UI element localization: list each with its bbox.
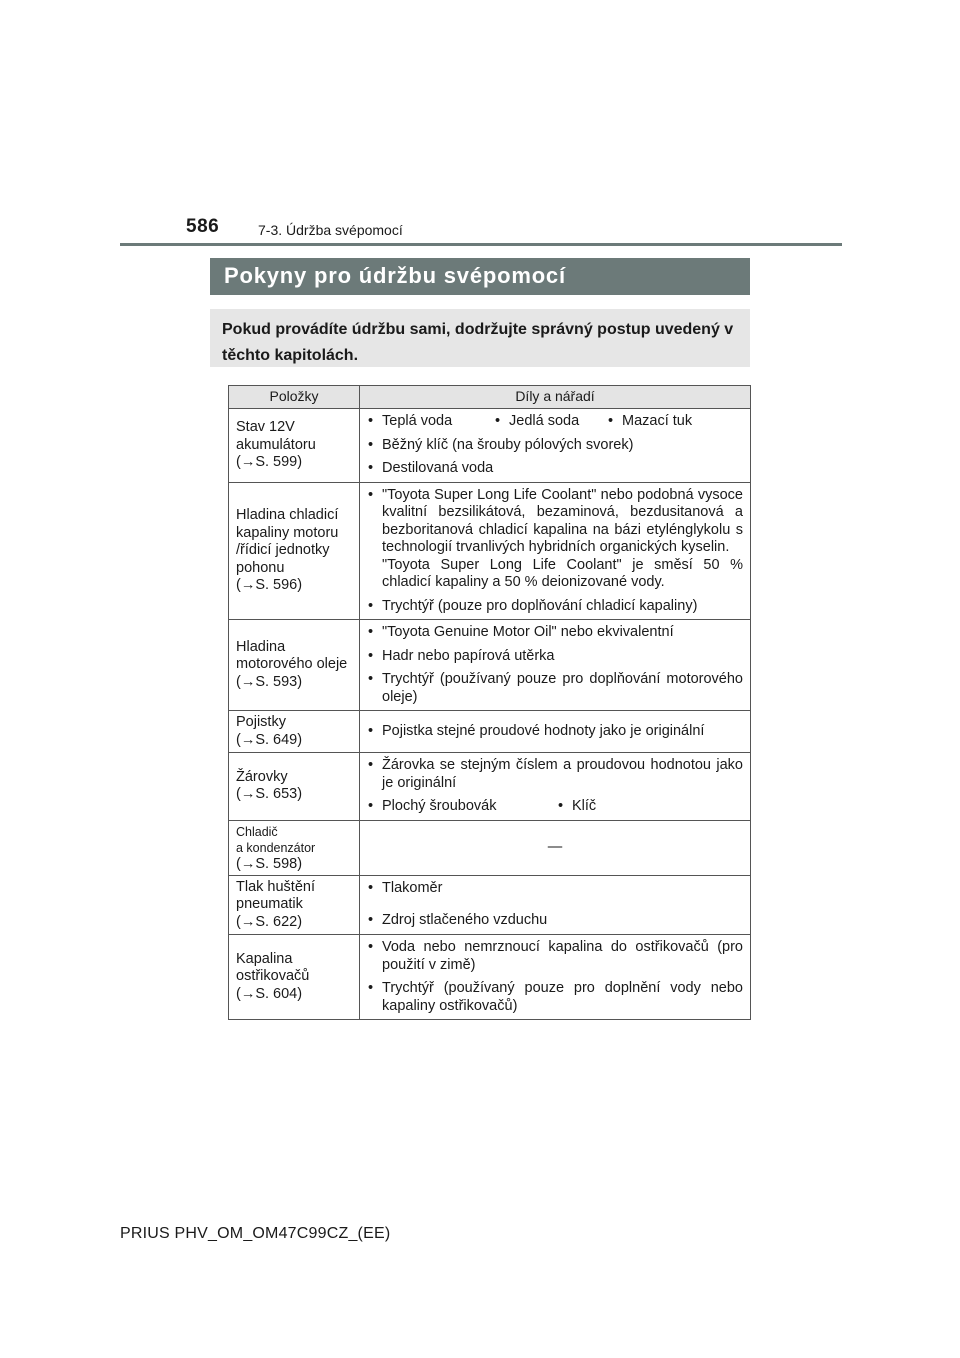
- table-row: [229, 409, 751, 483]
- item-line: pohonu: [236, 559, 285, 576]
- page-reference: (→S. 593): [236, 673, 303, 690]
- parts-cell: [360, 409, 751, 483]
- intro-text: Pokud provádíte údržbu sami, dodržujte správný postup uvedený v těchto kapitolách.: [222, 321, 734, 364]
- parts-cell: [360, 482, 751, 620]
- item-line: Hladina: [236, 638, 286, 655]
- bullet-item: • Trychtýř (používaný pouze pro doplnění vody nebo kapaliny ostřikovačů): [367, 980, 743, 1015]
- page-number: 586: [186, 216, 220, 237]
- bullet-item: • Destilovaná voda: [367, 460, 743, 478]
- bullet-item: • Jedlá soda: [494, 413, 607, 431]
- page-reference: (→S. 649): [236, 731, 303, 748]
- table-header-row: [229, 386, 751, 409]
- bullet-item: • Pojistka stejné proudové hodnoty jako je originální: [367, 723, 743, 741]
- table-row: [229, 711, 751, 753]
- bullet-item: • Klíč: [557, 798, 596, 816]
- page-reference: (→S. 622): [236, 913, 303, 930]
- item-line: /řídicí jednotky: [236, 542, 330, 558]
- parts-cell: [360, 820, 751, 875]
- page-reference: (→S. 604): [236, 985, 303, 1002]
- coolant-spec: • "Toyota Super Long Life Coolant" nebo podobná vysoce kvalitní bezsilikátová, bezaminová, bezdusitanová a bezboritanová chladicí kapalina na bázi etylénglykolu s technologií trvanlivých hybridních organických kyselin.: [382, 486, 743, 555]
- parts-cell: [360, 711, 751, 753]
- section-label: 7-3. Údržba svépomocí: [258, 222, 403, 238]
- item-cell: [229, 482, 360, 620]
- item-line: Žárovky: [236, 768, 288, 785]
- item-line: a kondenzátor: [236, 840, 316, 855]
- item-line: akumulátoru: [236, 436, 316, 453]
- table-row: [229, 820, 751, 875]
- bullet-item: [367, 487, 743, 592]
- bullet-item: • Hadr nebo papírová utěrka: [367, 648, 743, 666]
- item-line: ostřikovačů: [236, 968, 310, 985]
- title-bar: [210, 258, 750, 295]
- item-cell: [229, 753, 360, 821]
- bullet-item: • Plochý šroubovák: [367, 798, 557, 816]
- page-title: Pokyny pro údržbu svépomocí: [224, 263, 566, 288]
- item-cell: [229, 935, 360, 1020]
- bullet-group: [367, 413, 743, 431]
- item-line: Kapalina: [236, 950, 293, 967]
- table-row: [229, 753, 751, 821]
- item-cell: [229, 875, 360, 935]
- bullet-item: • Trychtýř (používaný pouze pro doplňování motorového oleje): [367, 671, 743, 706]
- item-line: Pojistky: [236, 714, 286, 730]
- intro-box: [210, 309, 750, 367]
- item-line: Chladič: [236, 824, 278, 839]
- table-row: [229, 935, 751, 1020]
- item-line: pneumatik: [236, 896, 303, 912]
- bullet-item: • Tlakoměr: [367, 880, 743, 898]
- table-row: [229, 620, 751, 711]
- item-line: kapaliny motoru: [236, 524, 339, 541]
- coolant-note: "Toyota Super Long Life Coolant" je směsí 50 % chladicí kapaliny a 50 % deionizované vody.: [382, 556, 743, 590]
- item-line: Stav 12V: [236, 419, 295, 435]
- page-reference: (→S. 599): [236, 454, 303, 470]
- item-cell: [229, 711, 360, 753]
- column-header-parts: Díly a nářadí: [360, 386, 751, 409]
- bullet-item: • Voda nebo nemrznoucí kapalina do ostřikovačů (pro použití v zimě): [367, 939, 743, 974]
- bullet-item: • Žárovka se stejným číslem a proudovou hodnotou jako je originální: [367, 757, 743, 792]
- item-cell: [229, 620, 360, 711]
- bullet-item: • Běžný klíč (na šrouby pólových svorek): [367, 437, 743, 455]
- item-line: Hladina chladicí: [236, 507, 339, 523]
- page-reference: (→S. 596): [236, 577, 303, 593]
- item-cell: [229, 409, 360, 483]
- item-line: Tlak huštění: [236, 878, 315, 895]
- bullet-group: [367, 798, 743, 816]
- no-parts-dash: —: [547, 838, 563, 855]
- header-rule: [120, 243, 842, 246]
- bullet-item: • Mazací tuk: [607, 413, 692, 431]
- footer-model-code: PRIUS PHV_OM_OM47C99CZ_(EE): [120, 1225, 391, 1242]
- bullet-item: • Zdroj stlačeného vzduchu: [367, 912, 743, 930]
- parts-cell: [360, 620, 751, 711]
- parts-cell: [360, 935, 751, 1020]
- item-cell: [229, 820, 360, 875]
- page-reference: (→S. 598): [236, 855, 303, 872]
- bullet-item: • Teplá voda: [367, 413, 494, 431]
- parts-cell: [360, 875, 751, 935]
- parts-table: [228, 385, 751, 1020]
- table-row: [229, 482, 751, 620]
- parts-cell: [360, 753, 751, 821]
- page-reference: (→S. 653): [236, 786, 303, 803]
- bullet-item: • "Toyota Genuine Motor Oil" nebo ekvivalentní: [367, 624, 743, 642]
- item-line: motorového oleje: [236, 656, 348, 673]
- bullet-item: • Trychtýř (pouze pro doplňování chladicí kapaliny): [367, 598, 743, 616]
- column-header-items: Položky: [229, 386, 360, 409]
- table-row: [229, 875, 751, 935]
